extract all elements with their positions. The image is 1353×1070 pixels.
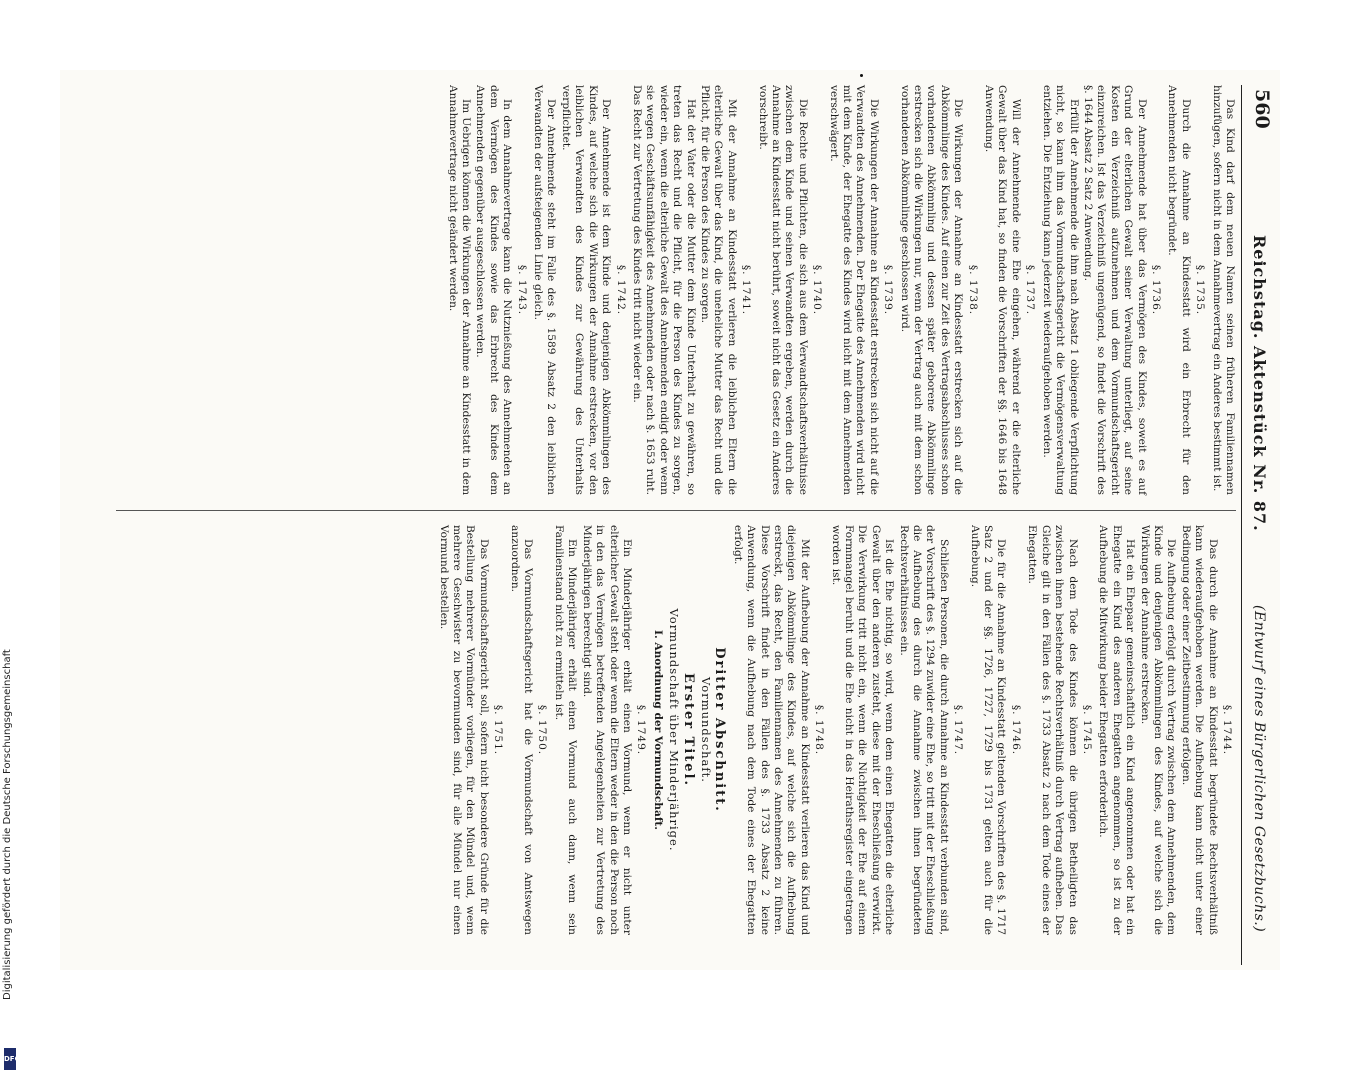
section-number: §. 1739. xyxy=(882,264,895,316)
paragraph: Erfüllt der Annehmende die ihm nach Absatz 1 obliegende Verpflichtung nicht, so kann ihm das Vormundschaftsgericht die Vermögensverwaltung entziehen. Die Entziehung kann jederzeit wiederaufgehoben werden. xyxy=(1040,85,1080,495)
section-number: §. 1744. xyxy=(1221,704,1233,756)
paragraph: Die Wirkungen der Annahme an Kindesstatt erstrecken sich auf die Abkömmlinge des Kindes. Auf einen zur Zeit des Vertragsabschlusses schon vorhandenen Abkömmling und dessen später geborene Abkömmlinge erstrecken sich die Wirkungen nur, wenn der Vertrag auch mit dem schon vorhandenen Abkömmlinge geschlossen wird. xyxy=(898,85,965,495)
paragraph: Nach dem Tode des Kindes können die übrigen Betheiligten das zwischen ihnen bestehende Rechtsverhältniß durch Vertrag aufheben. Das Gleiche gilt in den Fällen des §. 1733 Absatz 2 nach dem Tode eines der Ehegatten. xyxy=(1026,525,1079,935)
header-title: Reichstag. Aktenstück Nr. 87. xyxy=(1250,235,1269,532)
paragraph: Das Vormundschaftsgericht hat die Vormundschaft von Amtswegen anzuordnen. xyxy=(508,525,535,935)
page-header xyxy=(1241,85,1273,965)
title-subheading: Vormundschaft über Minderjährige. xyxy=(667,608,682,852)
paragraph: Die Aufhebung erfolgt durch Vertrag zwischen dem Annehmenden, dem Kinde und denjenigen Abkömmlingen des Kindes, auf welche sich die Wirkungen der Annahme erstrecken. xyxy=(1138,525,1178,935)
paragraph: Die Rechte und Pflichten, die sich aus dem Verwandtschaftsverhältnisse zwischen dem Kinde und seinen Verwandten ergeben, werden durch die Annahme an Kindesstatt nicht berührt, soweit nicht das Gesetz ein Anderes vorschreibt. xyxy=(756,85,809,495)
part-heading: I. Anordnung der Vormundschaft. xyxy=(651,630,664,830)
right-column xyxy=(435,525,1236,935)
section-subheading: Vormundschaft. xyxy=(698,677,713,783)
section-number: §. 1748. xyxy=(813,704,826,756)
paragraph: Ein Minderjähriger erhält einen Vormund, wenn er nicht unter elterlicher Gewalt steht oder wenn die Eltern weder in den die Person noch in den das Vermögen betreffenden Angelegenheiten zur Vertretung des Minderjährigen berechtigt sind. xyxy=(580,525,633,935)
paragraph: Das Kind darf dem neuen Namen seinen früheren Familiennamen hinzufügen, sofern nicht in dem Annahmevertrag ein Anderes bestimmt ist. xyxy=(1210,85,1236,495)
paragraph: Der Annehmende steht im Falle des §. 1589 Absatz 2 den leiblichen Verwandten der aufsteigenden Linie gleich. xyxy=(532,85,558,495)
section-number: §. 1740. xyxy=(811,264,824,316)
section-number: §. 1735. xyxy=(1194,264,1207,316)
paragraph: Der Annehmende hat über das Vermögen des Kindes, soweit es auf Grund der elterlichen Gewalt seiner Verwaltung unterliegt, auf seine Kosten ein Verzeichniß aufzunehmen und dem Vormundschaftsgericht einzureichen. Ist das Verzeichniß ungenügend, so findet die Vorschrift des §. 1644 Absatz 2 Satz 2 Anwendung. xyxy=(1081,85,1148,495)
paragraph: Die Wirkungen der Annahme an Kindesstatt erstrecken sich nicht auf die Verwandten des Annehmenden. Der Ehegatte des Annehmenden wird nicht mit dem Kinde, der Ehegatte des Kindes wird nicht mit dem Annehmenden verschwägert. xyxy=(827,85,880,495)
section-number: §. 1745. xyxy=(1080,704,1093,756)
section-number: §. 1751. xyxy=(492,704,505,756)
paragraph: Die für die Annahme an Kindesstatt geltenden Vorschriften des §. 1717 Satz 2 und der §§. 1726, 1727, 1729 bis 1731 gelten auch für die Aufhebung. xyxy=(968,525,1008,935)
digitization-credit xyxy=(0,80,22,1063)
paragraph: Mit der Aufhebung der Annahme an Kindesstatt verlieren das Kind und diejenigen Abkömmlinge des Kindes, auf welche sich die Aufhebung erstreckt, das Recht, den Familiennamen des Annehmenden zu führen. Diese Vorschrift findet in den Fällen des §. 1733 Absatz 2 keine Anwendung, wenn die Aufhebung nach dem Tode eines der Ehegatten erfolgt. xyxy=(731,525,811,935)
section-number: §. 1743. xyxy=(515,264,528,316)
paragraph: Ist die Ehe nichtig, so wird, wenn dem einen Ehegatten die elterliche Gewalt über den anderen zusteht, diese mit der Eheschließung verwirkt. Die Verwirkung tritt nicht ein, wenn die Nichtigkeit der Ehe auf einem Formmangel beruht und die Ehe nicht in das Heirathsregister eingetragen worden ist. xyxy=(829,525,896,935)
paragraph: Im Uebrigen können die Wirkungen der Annahme an Kindesstatt in dem Annahmevertrage nicht geändert werden. xyxy=(446,85,473,495)
section-number: §. 1747. xyxy=(952,704,965,756)
section-number: §. 1749. xyxy=(635,704,648,756)
page-number: 560 xyxy=(1251,89,1273,129)
section-number: §. 1736. xyxy=(1149,264,1162,316)
paragraph: Will der Annehmende eine Ehe eingehen, während er die elterliche Gewalt über das Kind hat, so finden die Vorschriften der §§. 1646 bis 1648 Anwendung. xyxy=(983,85,1022,495)
paragraph: Schließen Personen, die durch Annahme an Kindesstatt verbunden sind, der Vorschrift des §. 1294 zuwider eine Ehe, so tritt mit der Eheschließung die Aufhebung des durch die Annahme zwischen ihnen begründeten Rechtsverhältnisses ein. xyxy=(897,525,950,935)
column-divider xyxy=(116,510,1236,511)
section-number: §. 1742. xyxy=(614,264,627,316)
section-number: §. 1737. xyxy=(1024,264,1037,316)
title-heading: Erster Titel. xyxy=(680,672,696,788)
dfg-logo: DFG xyxy=(4,1048,16,1070)
section-heading: Dritter Abschnitt. xyxy=(712,647,728,813)
paragraph: Ein Minderjähriger erhält einen Vormund auch dann, wenn sein Familienstand nicht zu ermitteln ist. xyxy=(552,525,579,935)
section-number: §. 1741. xyxy=(740,264,753,316)
paragraph: Das Vormundschaftsgericht soll, sofern nicht besondere Gründe für die Bestellung mehrerer Vormünder vorliegen, für den Mündel und, wenn mehrere Geschwister zu bevormunden sind, für alle Mündel nur einen Vormund bestellen. xyxy=(437,525,490,935)
left-column xyxy=(444,85,1236,495)
section-number: §. 1746. xyxy=(1009,704,1022,756)
paragraph: Der Annehmende ist dem Kinde und denjenigen Abkömmlingen des Kindes, auf welche sich die Wirkungen der Annahme erstrecken, vor den leiblichen Verwandten des Kindes zur Gewährung des Unterhalts verpflichtet. xyxy=(559,85,613,495)
paragraph: Durch die Annahme an Kindesstatt wird ein Erbrecht für den Annehmenden nicht begründet. xyxy=(1166,85,1192,495)
credit-text: Digitalisierung gefördert durch die Deutsche Forschungsgemeinschaft xyxy=(2,649,13,1000)
scan-speck xyxy=(860,74,863,77)
rotated-document xyxy=(90,85,1273,965)
header-subtitle: (Entwurf eines Bürgerlichen Gesetzbuchs.) xyxy=(1251,605,1267,933)
paragraph: Das durch die Annahme an Kindesstatt begründete Rechtsverhältniß kann wiederaufgehoben werden. Die Aufhebung kann nicht unter einer Bedingung oder einer Zeitbestimmung erfolgen. xyxy=(1179,525,1219,935)
paragraph: Hat der Vater oder die Mutter dem Kinde Unterhalt zu gewähren, so treten das Recht und die Pflicht, für die Person des Kindes zu sorgen, wieder ein, wenn die elterliche Gewalt des Annehmenden endigt oder wenn sie wegen Geschäftsunfähigkeit des Annehmenden oder nach §. 1653 ruht. Das Recht zur Vertretung des Kindes tritt nicht wieder ein. xyxy=(630,85,697,495)
section-number: §. 1738. xyxy=(966,264,979,316)
paragraph: Mit der Annahme an Kindesstatt verlieren die leiblichen Eltern die elterliche Gewalt über das Kind, die uneheliche Mutter das Recht und die Pflicht, für die Person des Kindes zu sorgen. xyxy=(698,85,738,495)
section-number: §. 1750. xyxy=(536,704,549,756)
paragraph: Hat ein Ehepaar gemeinschaftlich ein Kind angenommen oder hat ein Ehegatte ein Kind des anderen Ehegatten angenommen, so ist zu der Aufhebung die Mitwirkung beider Ehegatten erforderlich. xyxy=(1097,525,1137,935)
paragraph: In dem Annahmevertrage kann die Nutznießung des Annehmenden an dem Vermögen des Kindes sowie das Erbrecht des Kindes dem Annehmenden gegenüber ausgeschlossen werden. xyxy=(474,85,514,495)
